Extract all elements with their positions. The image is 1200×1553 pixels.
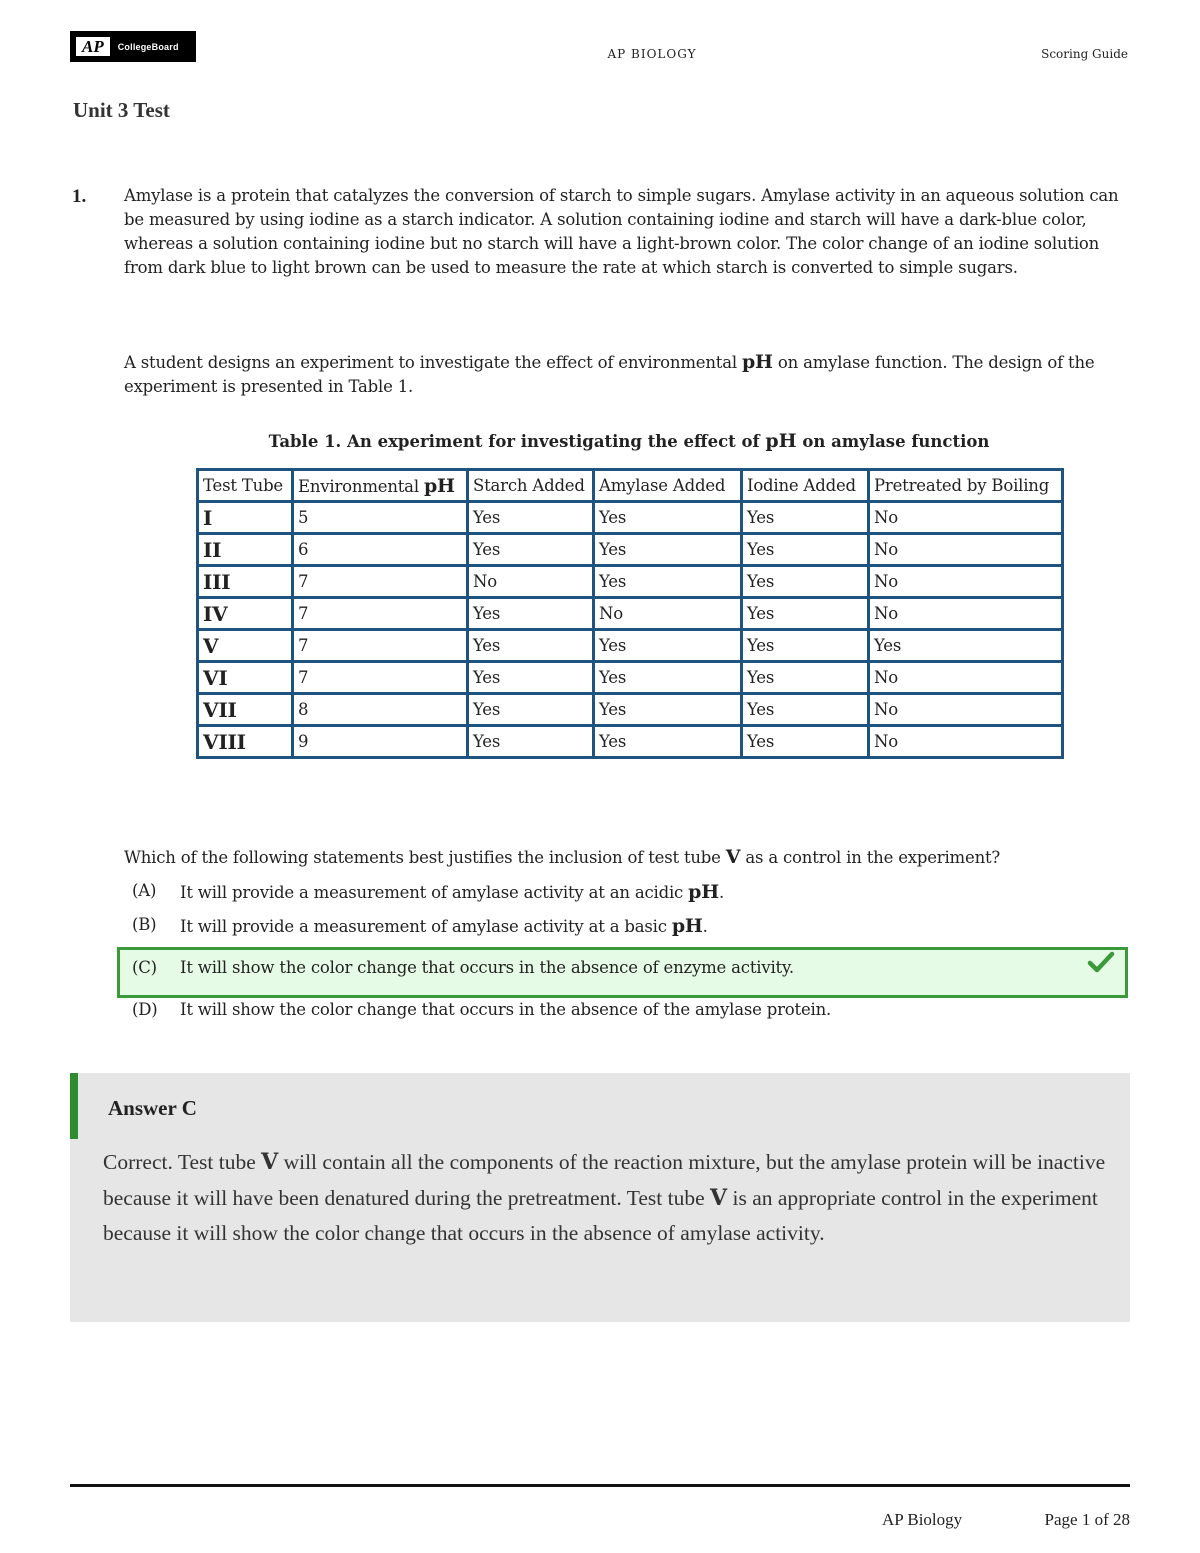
- cell: Yes: [742, 694, 869, 726]
- logo-ap-text: AP: [76, 37, 110, 56]
- cell: Yes: [468, 726, 594, 758]
- table-row: [198, 662, 1063, 694]
- question-intro: Amylase is a protein that catalyzes the conversion of starch to simple sugars. Amylase activity in an aqueous solution can be measured by using iodine as a starch indicator. A solution containing iodine and starch will have a dark-blue color, whereas a solution containing iodine but no starch will have a light-brown color. The color change of an iodine solution from dark blue to light brown can be used to measure the rate at which starch is converted to simple sugars.: [124, 186, 1119, 277]
- cell: No: [869, 662, 1063, 694]
- cell: 7: [293, 662, 468, 694]
- table-header-row: [198, 470, 1063, 502]
- cell: VI: [198, 662, 293, 694]
- cell: Yes: [594, 726, 742, 758]
- cell: No: [869, 694, 1063, 726]
- cell: No: [468, 566, 594, 598]
- table-row: [198, 726, 1063, 758]
- cell: Yes: [468, 598, 594, 630]
- answer-title: Answer C: [108, 1096, 197, 1120]
- cell: No: [594, 598, 742, 630]
- question-number: 1.: [72, 186, 87, 207]
- header-environmental-ph: Environmental pH: [293, 470, 468, 502]
- cell: Yes: [594, 662, 742, 694]
- table-row: [198, 630, 1063, 662]
- cell: Yes: [742, 598, 869, 630]
- page-title: Unit 3 Test: [73, 98, 170, 122]
- cell: 7: [293, 566, 468, 598]
- header-pretreated-by-boiling: Pretreated by Boiling: [869, 470, 1063, 502]
- cell: Yes: [468, 694, 594, 726]
- cell: Yes: [594, 566, 742, 598]
- header-subject: AP BIOLOGY: [607, 47, 697, 61]
- cell: Yes: [742, 502, 869, 534]
- option-text: It will show the color change that occurs in the absence of enzyme activity.: [180, 958, 794, 977]
- cell: V: [198, 630, 293, 662]
- cell: Yes: [742, 630, 869, 662]
- option-c[interactable]: [132, 958, 794, 977]
- cell: IV: [198, 598, 293, 630]
- header-iodine-added: Iodine Added: [742, 470, 869, 502]
- cell: Yes: [468, 502, 594, 534]
- option-label: (C): [132, 958, 157, 977]
- answer-explanation: Correct. Test tube V will contain all the components of the reaction mixture, but the amylase protein will be inactive because it will have been denatured during the pretreatment. Test tube V is an appropriate control in the experiment because it will show the color change that occurs in the absence of amylase activity.: [103, 1149, 1106, 1245]
- ph-symbol: pH: [741, 351, 773, 373]
- cell: 7: [293, 630, 468, 662]
- cell: Yes: [594, 534, 742, 566]
- header-test-tube: Test Tube: [198, 470, 293, 502]
- table-caption: Table 1. An experiment for investigating the effect of pH on amylase function: [268, 430, 990, 452]
- experiment-table: [196, 468, 1064, 759]
- option-label: (A): [132, 881, 157, 900]
- footer-page-number: Page 1 of 28: [1044, 1510, 1130, 1529]
- cell: Yes: [742, 726, 869, 758]
- answer-accent-bar: [70, 1073, 78, 1139]
- cell: No: [869, 566, 1063, 598]
- cell: 9: [293, 726, 468, 758]
- cell: VII: [198, 694, 293, 726]
- cell: Yes: [468, 630, 594, 662]
- cell: Yes: [594, 694, 742, 726]
- cell: No: [869, 598, 1063, 630]
- cell: Yes: [594, 502, 742, 534]
- cell: Yes: [468, 662, 594, 694]
- cell: Yes: [742, 566, 869, 598]
- table-row: [198, 534, 1063, 566]
- cell: I: [198, 502, 293, 534]
- cell: No: [869, 534, 1063, 566]
- footer-course: AP Biology: [882, 1510, 963, 1529]
- option-label: (D): [132, 1000, 158, 1019]
- cell: No: [869, 502, 1063, 534]
- footer-divider: [70, 1484, 1130, 1487]
- cell: Yes: [742, 534, 869, 566]
- cell: II: [198, 534, 293, 566]
- logo-brand-text: CollegeBoard: [117, 41, 179, 52]
- option-d[interactable]: [132, 1000, 831, 1019]
- cell: Yes: [594, 630, 742, 662]
- cell: Yes: [742, 662, 869, 694]
- cell: Yes: [869, 630, 1063, 662]
- option-label: (B): [132, 915, 157, 934]
- option-text: It will provide a measurement of amylase activity at an acidic pH.: [180, 881, 724, 903]
- option-text: It will show the color change that occurs in the absence of the amylase protein.: [180, 1000, 832, 1019]
- option-a[interactable]: [132, 881, 724, 903]
- table-row: [198, 502, 1063, 534]
- table-row: [198, 598, 1063, 630]
- cell: Yes: [468, 534, 594, 566]
- header-scoring-guide: Scoring Guide: [1041, 47, 1128, 61]
- question-design: A student designs an experiment to investigate the effect of environmental pH on amylase function. The design of the experiment is presented in Table 1.: [124, 351, 1095, 396]
- cell: 7: [293, 598, 468, 630]
- cell: 5: [293, 502, 468, 534]
- cell: 8: [293, 694, 468, 726]
- cell: 6: [293, 534, 468, 566]
- question-stem: Which of the following statements best justifies the inclusion of test tube V as a control in the experiment?: [124, 846, 1001, 868]
- cell: VIII: [198, 726, 293, 758]
- cell: III: [198, 566, 293, 598]
- header-starch-added: Starch Added: [468, 470, 594, 502]
- header-amylase-added: Amylase Added: [594, 470, 742, 502]
- checkmark-icon: [1087, 951, 1115, 975]
- option-b[interactable]: [132, 915, 708, 937]
- option-text: It will provide a measurement of amylase activity at a basic pH.: [180, 915, 708, 937]
- table-row: [198, 566, 1063, 598]
- cell: No: [869, 726, 1063, 758]
- table-row: [198, 694, 1063, 726]
